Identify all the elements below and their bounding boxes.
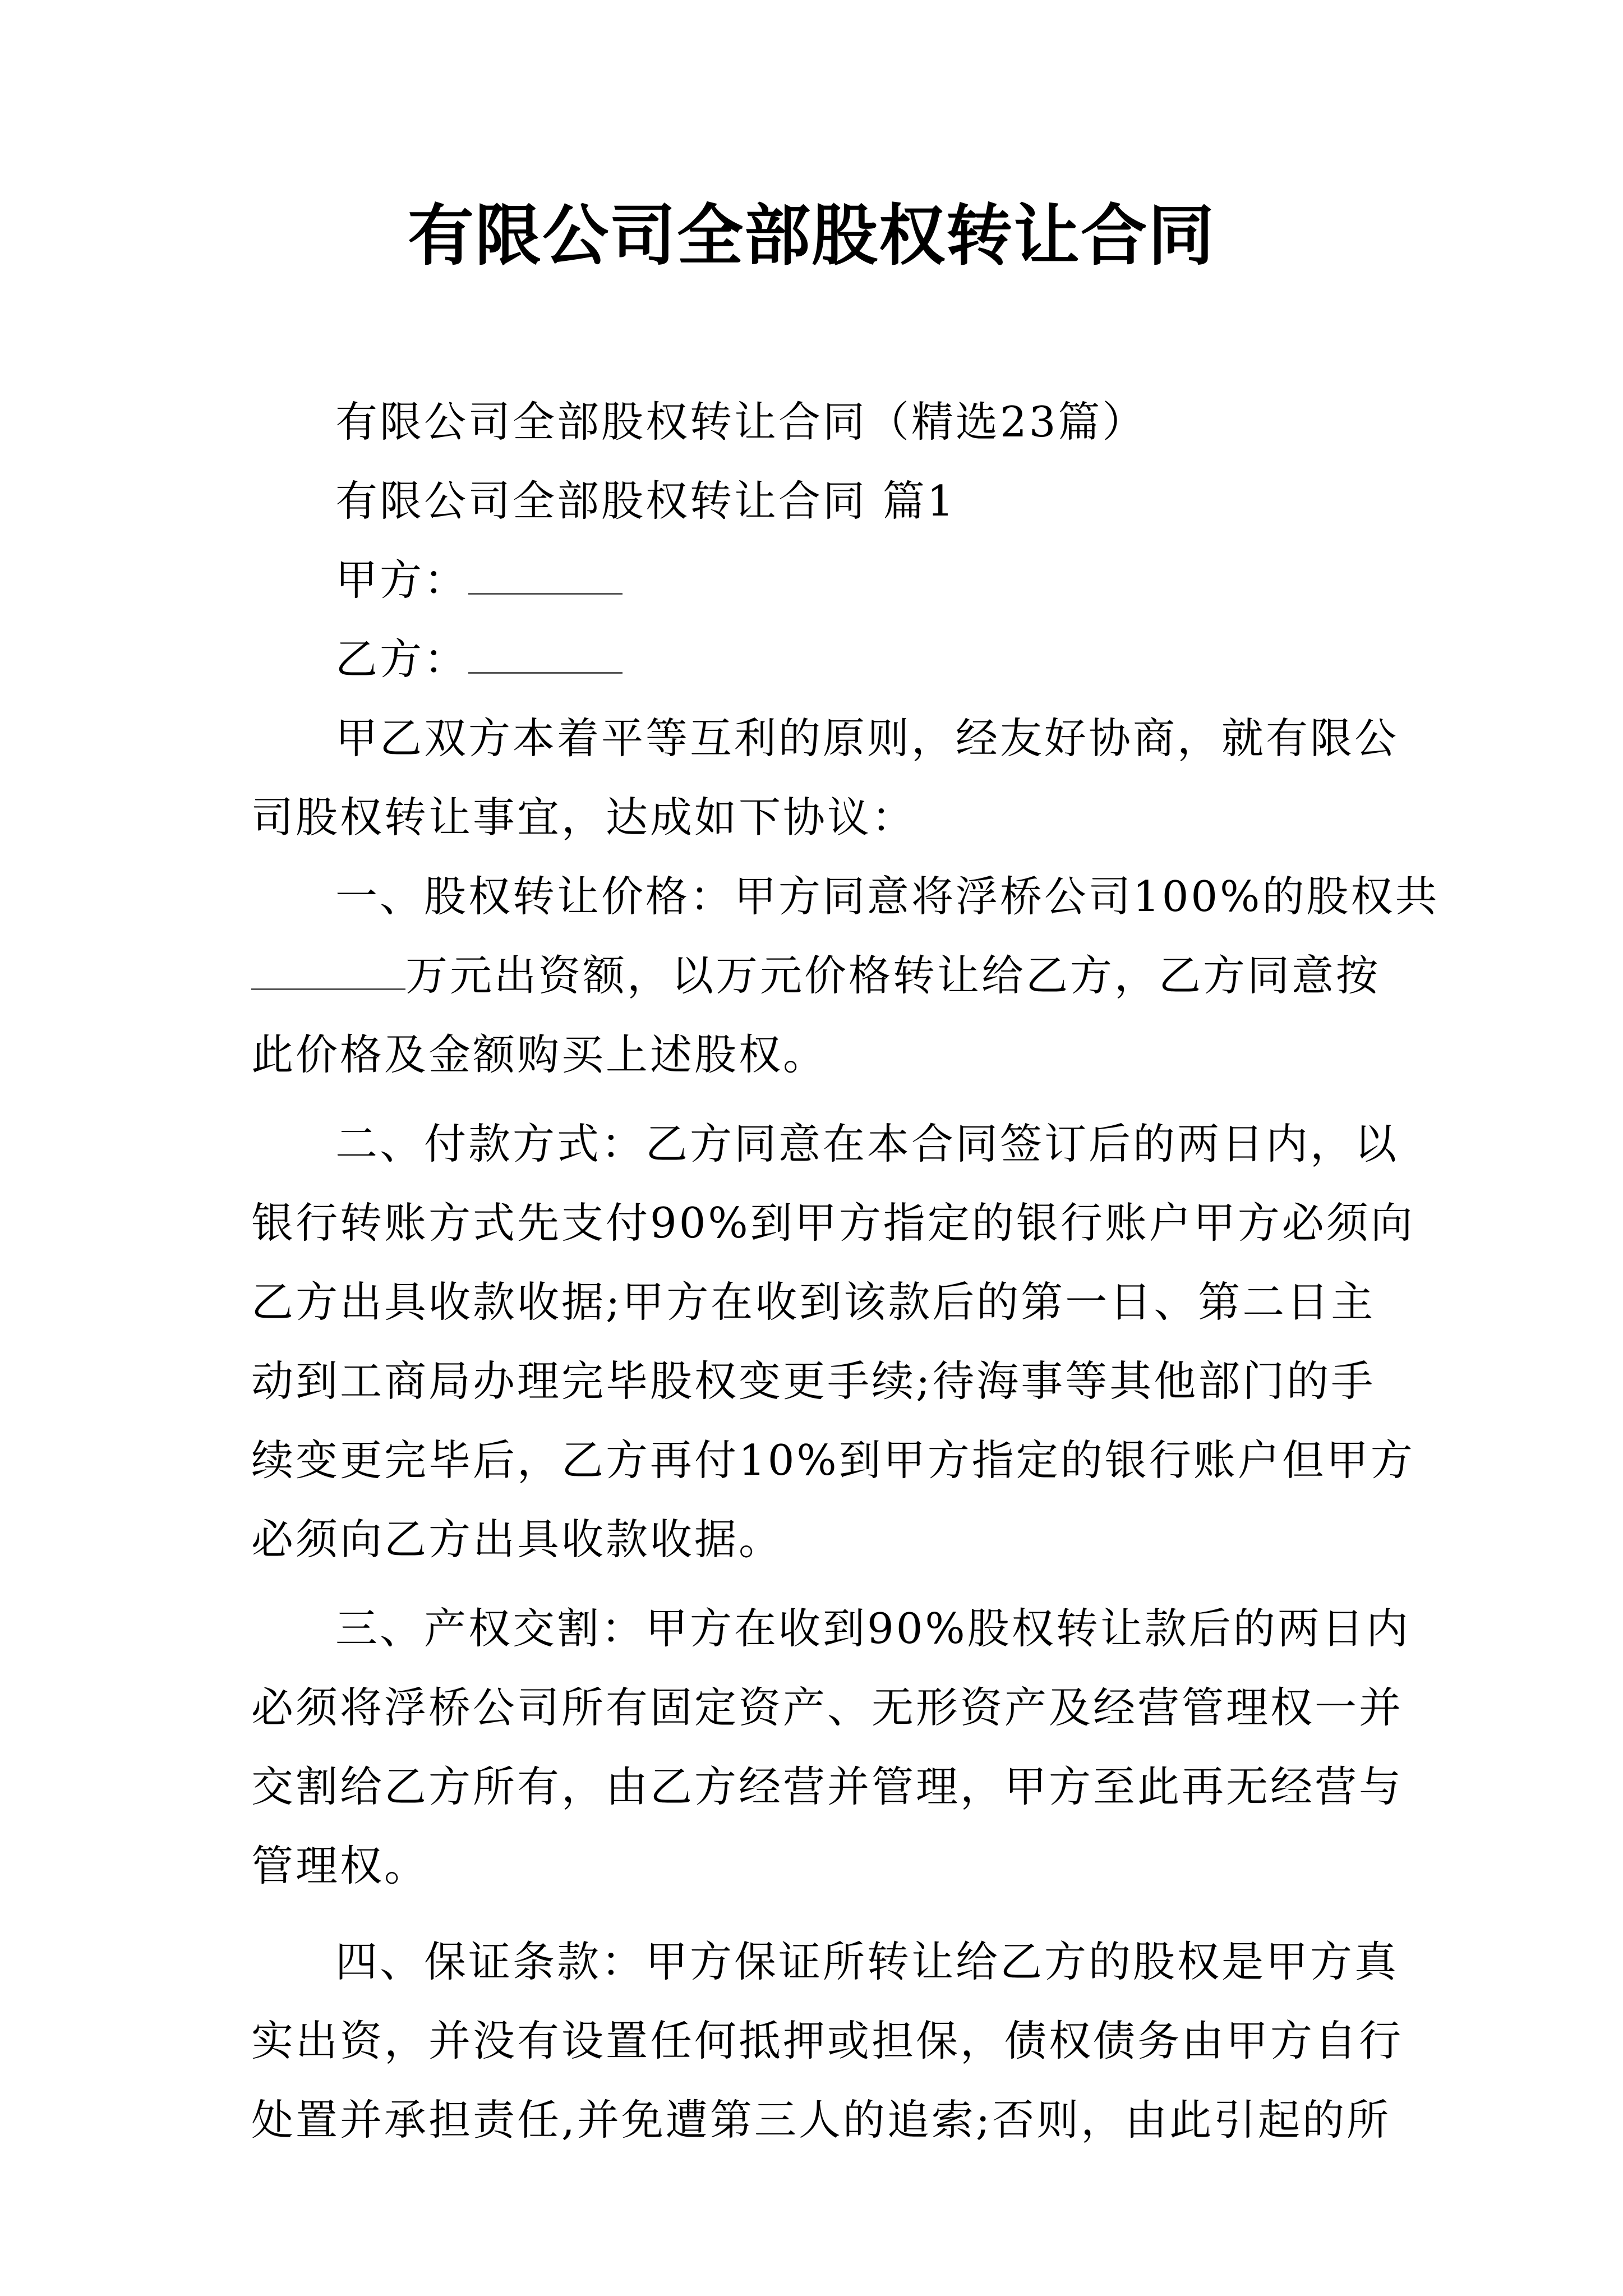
- clause3-line-3: 交割给乙方所有，由乙方经营并管理，甲方至此再无经营与: [251, 1762, 1404, 1811]
- document-subtitle: 有限公司全部股权转让合同（精选23篇）: [335, 397, 1147, 447]
- clause2-line-2: 银行转账方式先支付90%到甲方指定的银行账户甲方必须向: [251, 1198, 1415, 1248]
- clause4-line-1: 四、保证条款：甲方保证所转让给乙方的股权是甲方真: [335, 1937, 1399, 1986]
- party-a-label: 甲方：: [335, 555, 469, 605]
- clause1-line-2: 万元出资额，以万元价格转让给乙方，乙方同意按: [405, 951, 1381, 1000]
- clause4-line-3: 处置并承担责任,并免遭第三人的追索;否则，由此引起的所: [251, 2095, 1391, 2145]
- party-a-line: [251, 541, 1390, 620]
- document-title: 有限公司全部股权转让合同: [407, 196, 1215, 274]
- intro-line-1: 甲乙双方本着平等互利的原则，经友好协商，就有限公: [335, 714, 1399, 763]
- clause1-amount-blank: [251, 966, 405, 990]
- clause2-line-3: 乙方出具收款收据;甲方在收到该款后的第一日、第二日主: [251, 1277, 1376, 1327]
- clause2-line-6: 必须向乙方出具收款收据。: [251, 1515, 783, 1564]
- document-body: [251, 383, 1440, 2160]
- clause2-line-4: 动到工商局办理完毕股权变更手续;待海事等其他部门的手: [251, 1356, 1376, 1406]
- clause3-line-2: 必须将浮桥公司所有固定资产、无形资产及经营管理权一并: [251, 1683, 1404, 1732]
- clause3-line-4: 管理权。: [251, 1841, 429, 1890]
- party-a-blank: [468, 570, 623, 595]
- intro-line-2: 司股权转让事宜，达成如下协议：: [251, 793, 916, 842]
- party-b-label: 乙方：: [335, 634, 469, 684]
- clause4-line-2: 实出资，并没有设置任何抵押或担保，债权债务由甲方自行: [251, 2016, 1404, 2065]
- party-b-blank: [468, 650, 623, 674]
- clause2-line-5: 续变更完毕后，乙方再付10%到甲方指定的银行账户但甲方: [251, 1435, 1415, 1485]
- party-b-line: [251, 620, 1390, 699]
- clause3-line-1: 三、产权交割：甲方在收到90%股权转让款后的两日内: [335, 1604, 1410, 1653]
- clause2-line-1: 二、付款方式：乙方同意在本合同签订后的两日内，以: [335, 1119, 1399, 1168]
- article-heading: 有限公司全部股权转让合同 篇1: [335, 476, 956, 526]
- clause1-line-1: 一、股权转让价格：甲方同意将浮桥公司100%的股权共: [335, 872, 1440, 921]
- clause1-line-2-row: [251, 936, 1390, 1015]
- clause1-line-3: 此价格及金额购买上述股权。: [251, 1030, 828, 1079]
